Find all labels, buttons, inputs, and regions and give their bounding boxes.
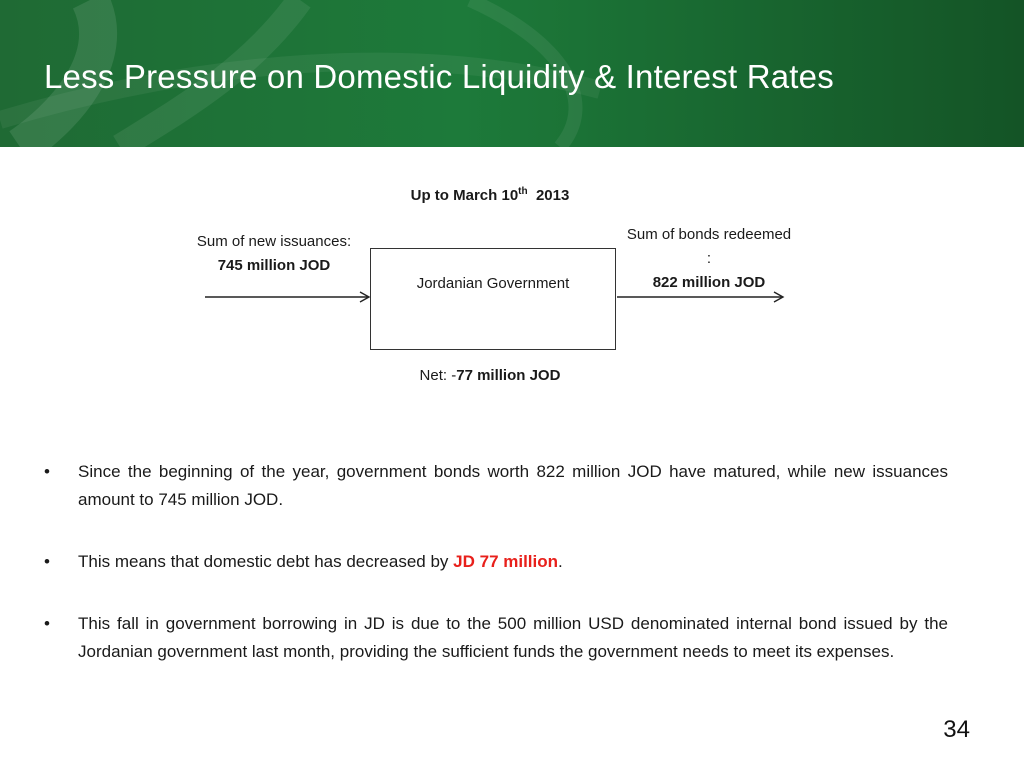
bullet-item: • This means that domestic debt has decreased by JD 77 million. (44, 548, 948, 576)
net-label: Net: -77 million JOD (419, 367, 561, 384)
outflow-value: 822 million JOD (652, 274, 766, 291)
bullet-item: • Since the beginning of the year, government bonds worth 822 million JOD have matured, while new issuances amount to 745 million JOD. (44, 458, 948, 514)
government-box (370, 248, 616, 350)
outflow-colon: : (706, 250, 712, 267)
outflow-caption: Sum of bonds redeemed (626, 226, 792, 243)
government-label: Jordanian Government (416, 275, 570, 292)
page-number: 34 (943, 716, 970, 743)
outflow-arrow (617, 292, 783, 302)
date-label: Up to March 10th 2013 (410, 186, 570, 204)
bullet-list (44, 458, 948, 700)
inflow-value: 745 million JOD (217, 257, 331, 274)
bullet-marker: • (44, 614, 50, 633)
highlight-amount: JD 77 million (453, 552, 559, 571)
bullet-marker: • (44, 462, 50, 481)
inflow-caption: Sum of new issuances: (196, 233, 352, 250)
slide-title: Less Pressure on Domestic Liquidity & Interest Rates (44, 58, 834, 95)
inflow-arrow (205, 292, 369, 302)
bullet-item: • This fall in government borrowing in JD is due to the 500 million USD denominated internal bond issued by the Jordanian government last month, providing the sufficient funds the government needs to meet its expenses. (44, 610, 948, 666)
bullet-marker: • (44, 552, 50, 571)
net-value: 77 million JOD (456, 367, 561, 384)
